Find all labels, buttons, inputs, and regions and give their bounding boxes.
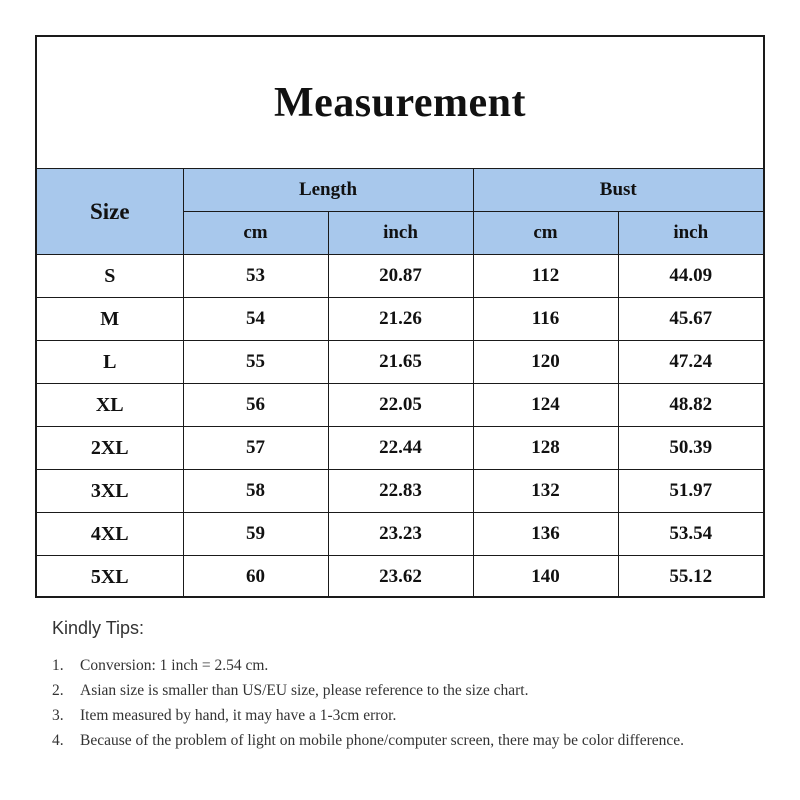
length-inch-cell: 23.23 xyxy=(328,513,473,556)
bust-header: Bust xyxy=(473,169,763,212)
size-cell: S xyxy=(37,255,183,298)
bust-cm-cell: 132 xyxy=(473,470,618,513)
tip-text: Because of the problem of light on mobile phone/computer screen, there may be color difference. xyxy=(80,732,684,749)
table-row xyxy=(37,298,763,341)
bust-cm-cell: 124 xyxy=(473,384,618,427)
tip-text: Conversion: 1 inch = 2.54 cm. xyxy=(80,657,269,674)
length-inch-cell: 22.83 xyxy=(328,470,473,513)
list-item xyxy=(52,653,772,678)
length-cm-cell: 53 xyxy=(183,255,328,298)
bust-inch-cell: 47.24 xyxy=(618,341,763,384)
length-inch-cell: 23.62 xyxy=(328,556,473,599)
tips-list xyxy=(52,653,772,753)
bust-inch-cell: 45.67 xyxy=(618,298,763,341)
bust-inch-cell: 51.97 xyxy=(618,470,763,513)
length-header: Length xyxy=(183,169,473,212)
unit-header-bust-cm: cm xyxy=(473,212,618,255)
length-cm-cell: 54 xyxy=(183,298,328,341)
length-cm-cell: 58 xyxy=(183,470,328,513)
tip-number: 2. xyxy=(52,682,64,699)
size-chart xyxy=(35,35,765,598)
tips-title: Kindly Tips: xyxy=(52,618,145,638)
bust-inch-cell: 44.09 xyxy=(618,255,763,298)
tip-number: 1. xyxy=(52,657,64,674)
header-row-groups xyxy=(37,169,763,212)
bust-cm-cell: 116 xyxy=(473,298,618,341)
length-inch-cell: 21.65 xyxy=(328,341,473,384)
bust-cm-cell: 112 xyxy=(473,255,618,298)
length-cm-cell: 59 xyxy=(183,513,328,556)
bust-cm-cell: 140 xyxy=(473,556,618,599)
unit-header-length-cm: cm xyxy=(183,212,328,255)
chart-title: Measurement xyxy=(274,79,526,126)
size-cell: XL xyxy=(37,384,183,427)
bust-inch-cell: 50.39 xyxy=(618,427,763,470)
length-inch-cell: 22.05 xyxy=(328,384,473,427)
length-inch-cell: 21.26 xyxy=(328,298,473,341)
kindly-tips xyxy=(52,618,772,753)
size-header: Size xyxy=(37,169,183,255)
size-cell: 2XL xyxy=(37,427,183,470)
length-cm-cell: 56 xyxy=(183,384,328,427)
size-cell: 4XL xyxy=(37,513,183,556)
tip-number: 3. xyxy=(52,707,64,724)
table-row xyxy=(37,341,763,384)
length-cm-cell: 57 xyxy=(183,427,328,470)
table-row xyxy=(37,556,763,599)
length-cm-cell: 55 xyxy=(183,341,328,384)
bust-inch-cell: 55.12 xyxy=(618,556,763,599)
size-cell: L xyxy=(37,341,183,384)
bust-cm-cell: 120 xyxy=(473,341,618,384)
table-row xyxy=(37,384,763,427)
bust-inch-cell: 53.54 xyxy=(618,513,763,556)
list-item xyxy=(52,728,772,753)
table-row xyxy=(37,255,763,298)
length-cm-cell: 60 xyxy=(183,556,328,599)
table-row xyxy=(37,427,763,470)
unit-header-length-inch: inch xyxy=(328,212,473,255)
bust-cm-cell: 136 xyxy=(473,513,618,556)
table-row xyxy=(37,470,763,513)
size-cell: 5XL xyxy=(37,556,183,599)
tip-text: Item measured by hand, it may have a 1-3cm error. xyxy=(80,707,397,724)
title-row xyxy=(37,37,763,169)
length-inch-cell: 20.87 xyxy=(328,255,473,298)
bust-cm-cell: 128 xyxy=(473,427,618,470)
tip-text: Asian size is smaller than US/EU size, please reference to the size chart. xyxy=(80,682,529,699)
measurement-table xyxy=(37,169,763,598)
size-cell: 3XL xyxy=(37,470,183,513)
length-inch-cell: 22.44 xyxy=(328,427,473,470)
tip-number: 4. xyxy=(52,732,64,749)
list-item xyxy=(52,703,772,728)
bust-inch-cell: 48.82 xyxy=(618,384,763,427)
size-cell: M xyxy=(37,298,183,341)
list-item xyxy=(52,678,772,703)
unit-header-bust-inch: inch xyxy=(618,212,763,255)
table-row xyxy=(37,513,763,556)
